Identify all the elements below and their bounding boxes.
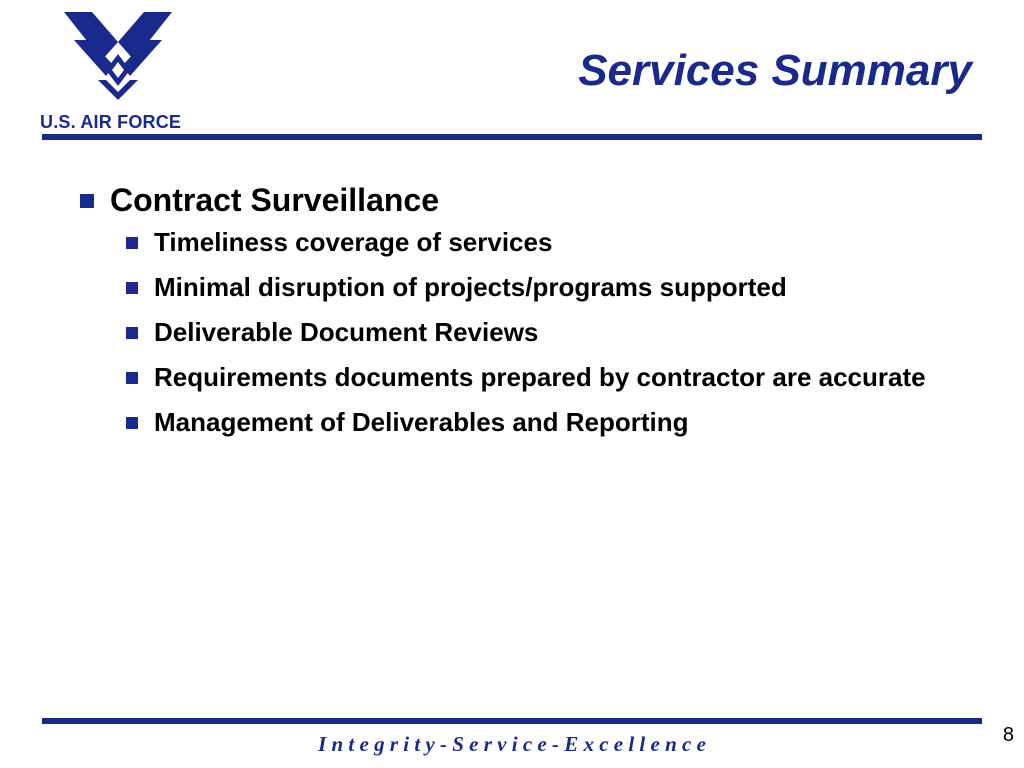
- square-bullet-icon: [80, 194, 94, 208]
- sub-bullet-item: [120, 404, 974, 440]
- sub-bullet-text: Requirements documents prepared by contractor are accurate: [154, 362, 926, 392]
- bottom-divider: [42, 718, 982, 724]
- square-bullet-icon: [126, 327, 138, 339]
- top-divider: [42, 134, 982, 140]
- sub-bullet-item: [120, 269, 974, 305]
- air-force-symbol-icon: [62, 10, 174, 102]
- air-force-logo: [40, 10, 200, 136]
- bullet-text: Contract Surveillance: [110, 182, 439, 218]
- sub-bullet-text: Deliverable Document Reviews: [154, 317, 539, 347]
- sub-bullet-item: [120, 314, 974, 350]
- sub-bullet-text: Management of Deliverables and Reporting: [154, 407, 689, 437]
- footer-motto: I n t e g r i t y - S e r v i c e - E x c e l l e n c e: [318, 732, 706, 756]
- sub-bullet-item: [120, 224, 974, 260]
- square-bullet-icon: [126, 282, 138, 294]
- sub-bullet-list: [120, 224, 976, 440]
- square-bullet-icon: [126, 372, 138, 384]
- logo-text: U.S. AIR FORCE: [40, 112, 182, 132]
- bullet-item: [76, 178, 976, 222]
- square-bullet-icon: [126, 417, 138, 429]
- slide-title: Services Summary: [578, 46, 972, 95]
- sub-bullet-text: Timeliness coverage of services: [154, 227, 553, 257]
- sub-bullet-item: [120, 359, 974, 395]
- sub-bullet-text: Minimal disruption of projects/programs supported: [154, 272, 787, 302]
- bullet-list: [76, 178, 976, 449]
- square-bullet-icon: [126, 237, 138, 249]
- page-number: 8: [1002, 724, 1014, 746]
